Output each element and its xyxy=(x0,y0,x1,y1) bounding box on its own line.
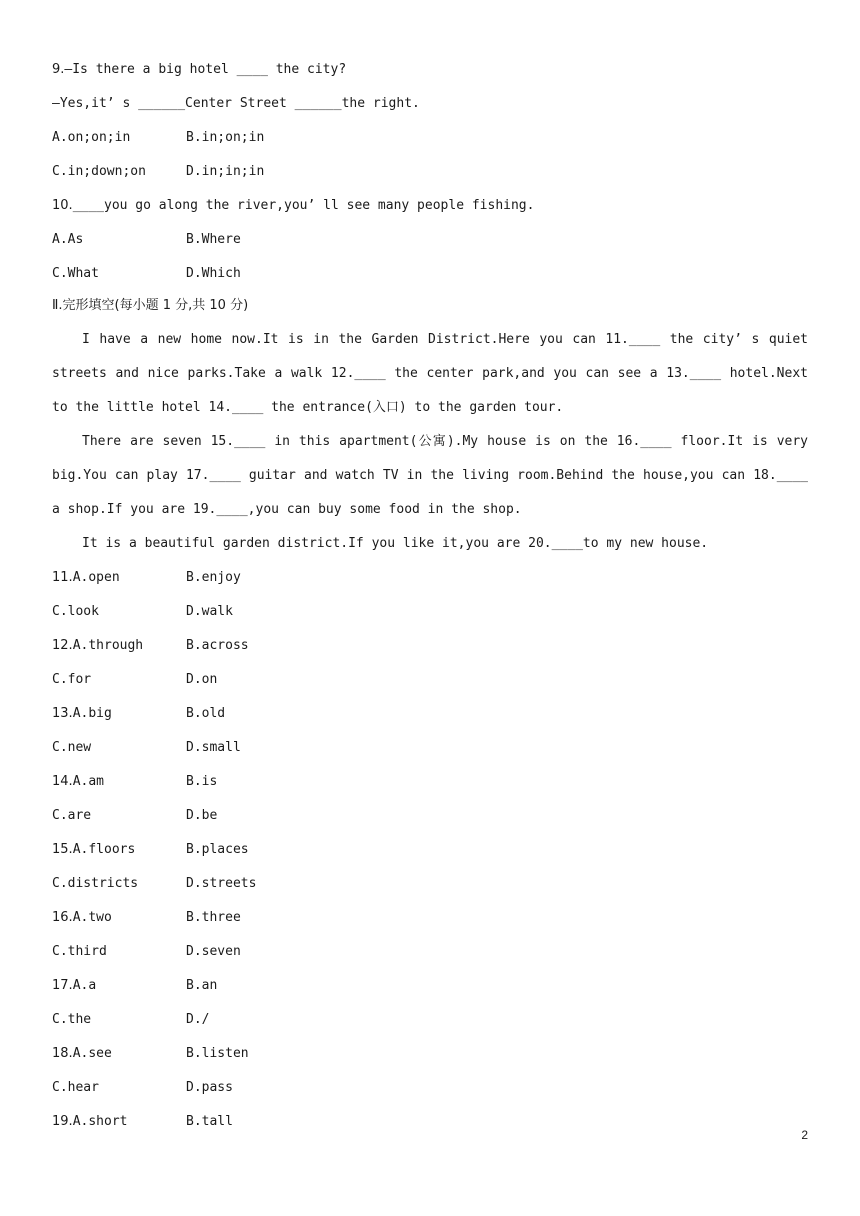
option-b: B.three xyxy=(186,910,241,925)
option-d: D.on xyxy=(186,672,218,687)
question-9-response: —Yes,it’ s ______Center Street ______the right. xyxy=(52,96,420,111)
option-d: D.walk xyxy=(186,604,233,619)
question-number: 14. xyxy=(52,774,73,789)
option-c: C.hear xyxy=(52,1080,99,1095)
question-number: 11. xyxy=(52,570,73,585)
option-d: D.Which xyxy=(186,266,241,281)
option-b: B.is xyxy=(186,774,218,789)
option-d: D.in;in;in xyxy=(186,164,265,179)
option-a: A.big xyxy=(72,706,112,721)
option-c: C.new xyxy=(52,740,92,755)
question-number: 12. xyxy=(52,638,73,653)
option-d: D.pass xyxy=(186,1080,233,1095)
question-number: 17. xyxy=(52,978,73,993)
choice-12-cd xyxy=(52,671,812,689)
option-a: A.open xyxy=(72,570,120,585)
option-b: B.an xyxy=(186,978,218,993)
choice-14-cd xyxy=(52,807,812,825)
option-a: A.a xyxy=(72,978,97,993)
option-b: B.old xyxy=(186,706,226,721)
passage-paragraph-2: There are seven 15.____ in this apartment(公寓).My house is on the 16.____ floor.It is very big.You can play 17.____ guitar and watch TV in the living room.Behind the house,you can 18.____ a shop.If you are 19.____,you can buy some food in the shop. xyxy=(52,434,808,517)
choice-15-cd xyxy=(52,875,812,893)
option-c: C.in;down;on xyxy=(52,164,146,179)
section-title: Ⅱ.完形填空(每小题 1 分,共 10 分) xyxy=(52,298,249,313)
choice-18-ab xyxy=(52,1045,812,1063)
option-a: A.short xyxy=(72,1114,128,1129)
option-a: A.two xyxy=(72,910,112,925)
option-d: D.small xyxy=(186,740,241,755)
choice-17-ab xyxy=(52,977,812,995)
option-b: B.places xyxy=(186,842,249,857)
choice-19-ab xyxy=(52,1113,812,1131)
question-number: 18. xyxy=(52,1046,73,1061)
option-c: C.districts xyxy=(52,876,139,891)
question-number: 16. xyxy=(52,910,73,925)
option-c: C.look xyxy=(52,604,99,619)
option-a: A.see xyxy=(72,1046,112,1061)
question-text: ____you go along the river,you’ ll see many people fishing. xyxy=(72,198,535,213)
question-number: 19. xyxy=(52,1114,73,1129)
option-a: A.on;on;in xyxy=(52,130,131,145)
option-a: A.through xyxy=(72,638,144,653)
choice-12-ab xyxy=(52,637,812,655)
option-d: D.streets xyxy=(186,876,257,891)
passage-paragraph-3: It is a beautiful garden district.If you like it,you are 20.____to my new house. xyxy=(82,536,709,551)
choice-13-cd xyxy=(52,739,812,757)
option-a: A.As xyxy=(52,232,84,247)
question-number: 15. xyxy=(52,842,73,857)
page-number: 2 xyxy=(801,1128,808,1142)
option-c: C.What xyxy=(52,266,99,281)
choice-11-ab xyxy=(52,569,812,587)
question-text: —Is there a big hotel ____ the city? xyxy=(64,62,347,77)
option-a: A.floors xyxy=(72,842,136,857)
choice-16-cd xyxy=(52,943,812,961)
question-9-stem xyxy=(52,61,812,79)
option-b: B.enjoy xyxy=(186,570,241,585)
passage-paragraph-1: I have a new home now.It is in the Garden District.Here you can 11.____ the city’ s quiet streets and nice parks.Take a walk 12.____ the center park,and you can see a 13.____ hotel.Next to the little hotel 14.____ the entrance(入口) to the garden tour. xyxy=(52,332,808,415)
choice-11-cd xyxy=(52,603,812,621)
question-number: 9. xyxy=(52,62,65,77)
option-d: D.be xyxy=(186,808,218,823)
option-c: C.the xyxy=(52,1012,92,1027)
question-number: 10. xyxy=(52,198,73,213)
option-c: C.third xyxy=(52,944,107,959)
option-c: C.for xyxy=(52,672,92,687)
question-10-options-cd xyxy=(52,265,812,283)
choice-14-ab xyxy=(52,773,812,791)
option-b: B.tall xyxy=(186,1114,233,1129)
question-10-stem xyxy=(52,197,812,215)
question-number: 13. xyxy=(52,706,73,721)
choice-13-ab xyxy=(52,705,812,723)
option-b: B.listen xyxy=(186,1046,249,1061)
option-b: B.Where xyxy=(186,232,241,247)
choice-15-ab xyxy=(52,841,812,859)
option-d: D./ xyxy=(186,1012,210,1027)
option-b: B.in;on;in xyxy=(186,130,265,145)
choice-18-cd xyxy=(52,1079,812,1097)
question-10-options-ab xyxy=(52,231,812,249)
question-9-options-cd xyxy=(52,163,812,181)
option-b: B.across xyxy=(186,638,249,653)
choice-17-cd xyxy=(52,1011,812,1029)
question-9-options-ab xyxy=(52,129,812,147)
option-d: D.seven xyxy=(186,944,241,959)
choice-16-ab xyxy=(52,909,812,927)
option-a: A.am xyxy=(72,774,104,789)
option-c: C.are xyxy=(52,808,92,823)
